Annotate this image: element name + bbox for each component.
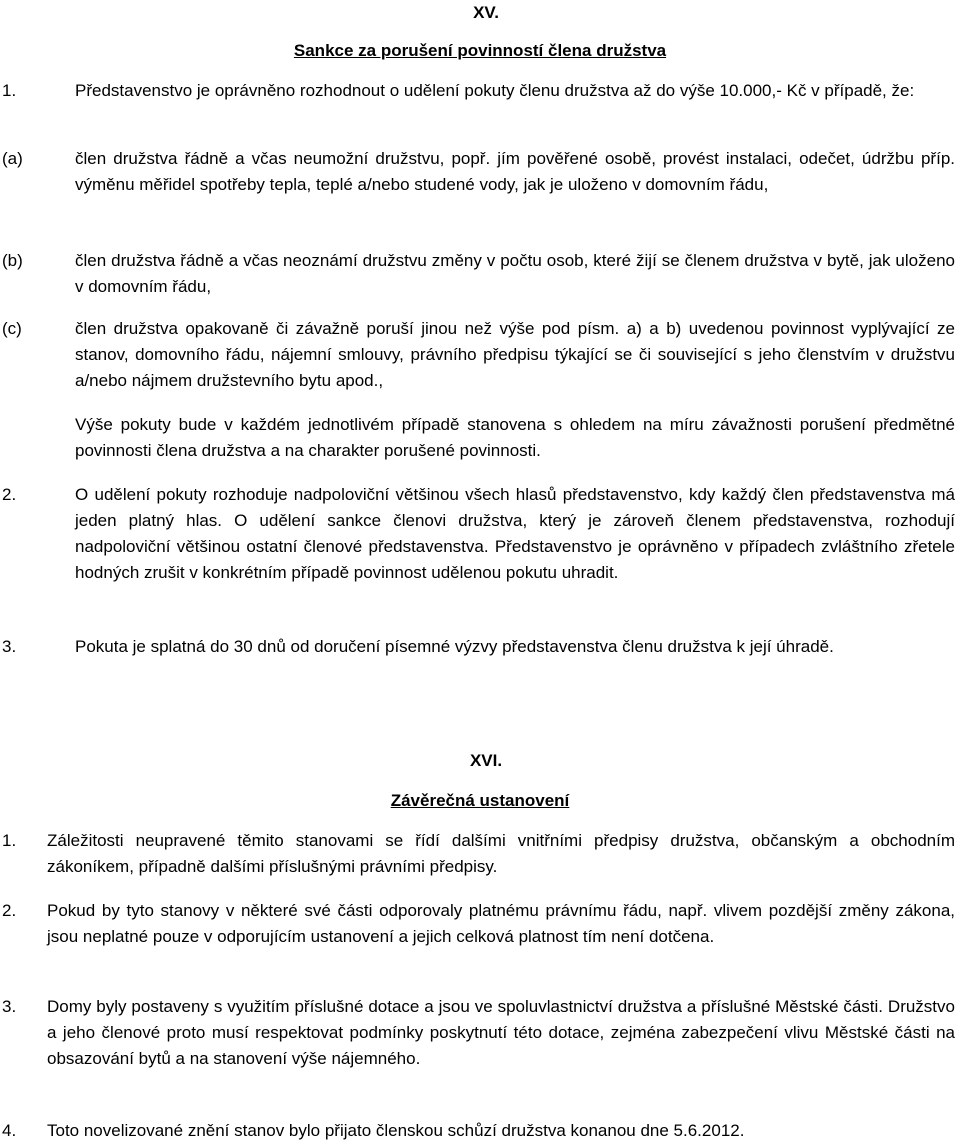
section-heading-xv: XV.: [473, 3, 499, 22]
section-heading-xvi: XVI.: [469, 751, 503, 770]
paragraph-number: 3.: [2, 637, 17, 656]
item-text-a: člen družstva řádně a včas neumožní družstvu, popř. jím pověřené osobě, provést instalaci, odečet, údržbu příp. výměnu měřidel spotřeby tepla, teplé a/nebo studené vody, jak je uloženo v domovním řádu,: [75, 149, 955, 194]
item-label-a: (a): [2, 149, 23, 168]
item-text-b: člen družstva řádně a včas neoznámí družstvu změny v počtu osob, které žijí se členem družstva v bytě, jak uloženo v domovním řádu,: [75, 251, 955, 296]
paragraph-text: Záležitosti neupravené těmito stanovami se řídí dalšími vnitřními předpisy družstva, občanským a obchodním zákoníkem, případně dalšími příslušnými právními předpisy.: [47, 831, 955, 876]
paragraph-text: Toto novelizované znění stanov bylo přijato členskou schůzí družstva konanou dne 5.6.2012.: [47, 1121, 745, 1140]
item-text-c: člen družstva opakovaně či závažně poruší jinou než výše pod písm. a) a b) uvedenou povinnost vyplývající ze stanov, domovního řádu, nájemní smlouvy, právního předpisu týkající se či související s jeho členstvím v družstvu a/nebo nájmem družstevního bytu apod.,: [75, 319, 955, 390]
section-title-xvi: Závěrečná ustanovení: [390, 791, 570, 810]
paragraph-text: Pokud by tyto stanovy v některé své části odporovaly platnému právnímu řádu, např. vlivem pozdější změny zákona, jsou neplatné pouze v odporujícím ustanovení a jejich celková platnost tím není dotčena.: [47, 901, 955, 946]
paragraph-number: 1.: [2, 81, 17, 100]
paragraph-text: Představenstvo je oprávněno rozhodnout o udělení pokuty členu družstva až do výše 10.000,- Kč v případě, že:: [75, 81, 915, 100]
item-label-c: (c): [2, 319, 22, 338]
fine-note: Výše pokuty bude v každém jednotlivém případě stanovena s ohledem na míru závažnosti porušení předmětné povinnosti člena družstva a na charakter porušené povinnosti.: [75, 415, 955, 460]
paragraph-number: 2.: [2, 901, 17, 920]
paragraph-number: 1.: [2, 831, 17, 850]
item-label-b: (b): [2, 251, 23, 270]
paragraph-text: O udělení pokuty rozhoduje nadpoloviční většinou všech hlasů představenstvo, kdy každý člen představenstva má jeden platný hlas. O udělení sankce členovi družstva, který je zároveň členem představenstva, rozhodují nadpoloviční většinou ostatní členové představenstva. Představenstvo je oprávněno v případech zvláštního zřetele hodných zrušit v konkrétním případě povinnost udělenou pokutu uhradit.: [75, 485, 955, 582]
paragraph-number: 4.: [2, 1121, 17, 1140]
paragraph-number: 2.: [2, 485, 17, 504]
section-title-xv: Sankce za porušení povinností člena družstva: [293, 41, 667, 60]
paragraph-number: 3.: [2, 997, 17, 1016]
paragraph-text: Pokuta je splatná do 30 dnů od doručení písemné výzvy představenstva členu družstva k její úhradě.: [75, 637, 834, 656]
paragraph-text: Domy byly postaveny s využitím příslušné dotace a jsou ve spoluvlastnictví družstva a příslušné Městské části. Družstvo a jeho členové proto musí respektovat podmínky poskytnutí této dotace, zejména zabezpečení vlivu Městské části na obsazování bytů a na stanovení výše nájemného.: [47, 997, 955, 1068]
